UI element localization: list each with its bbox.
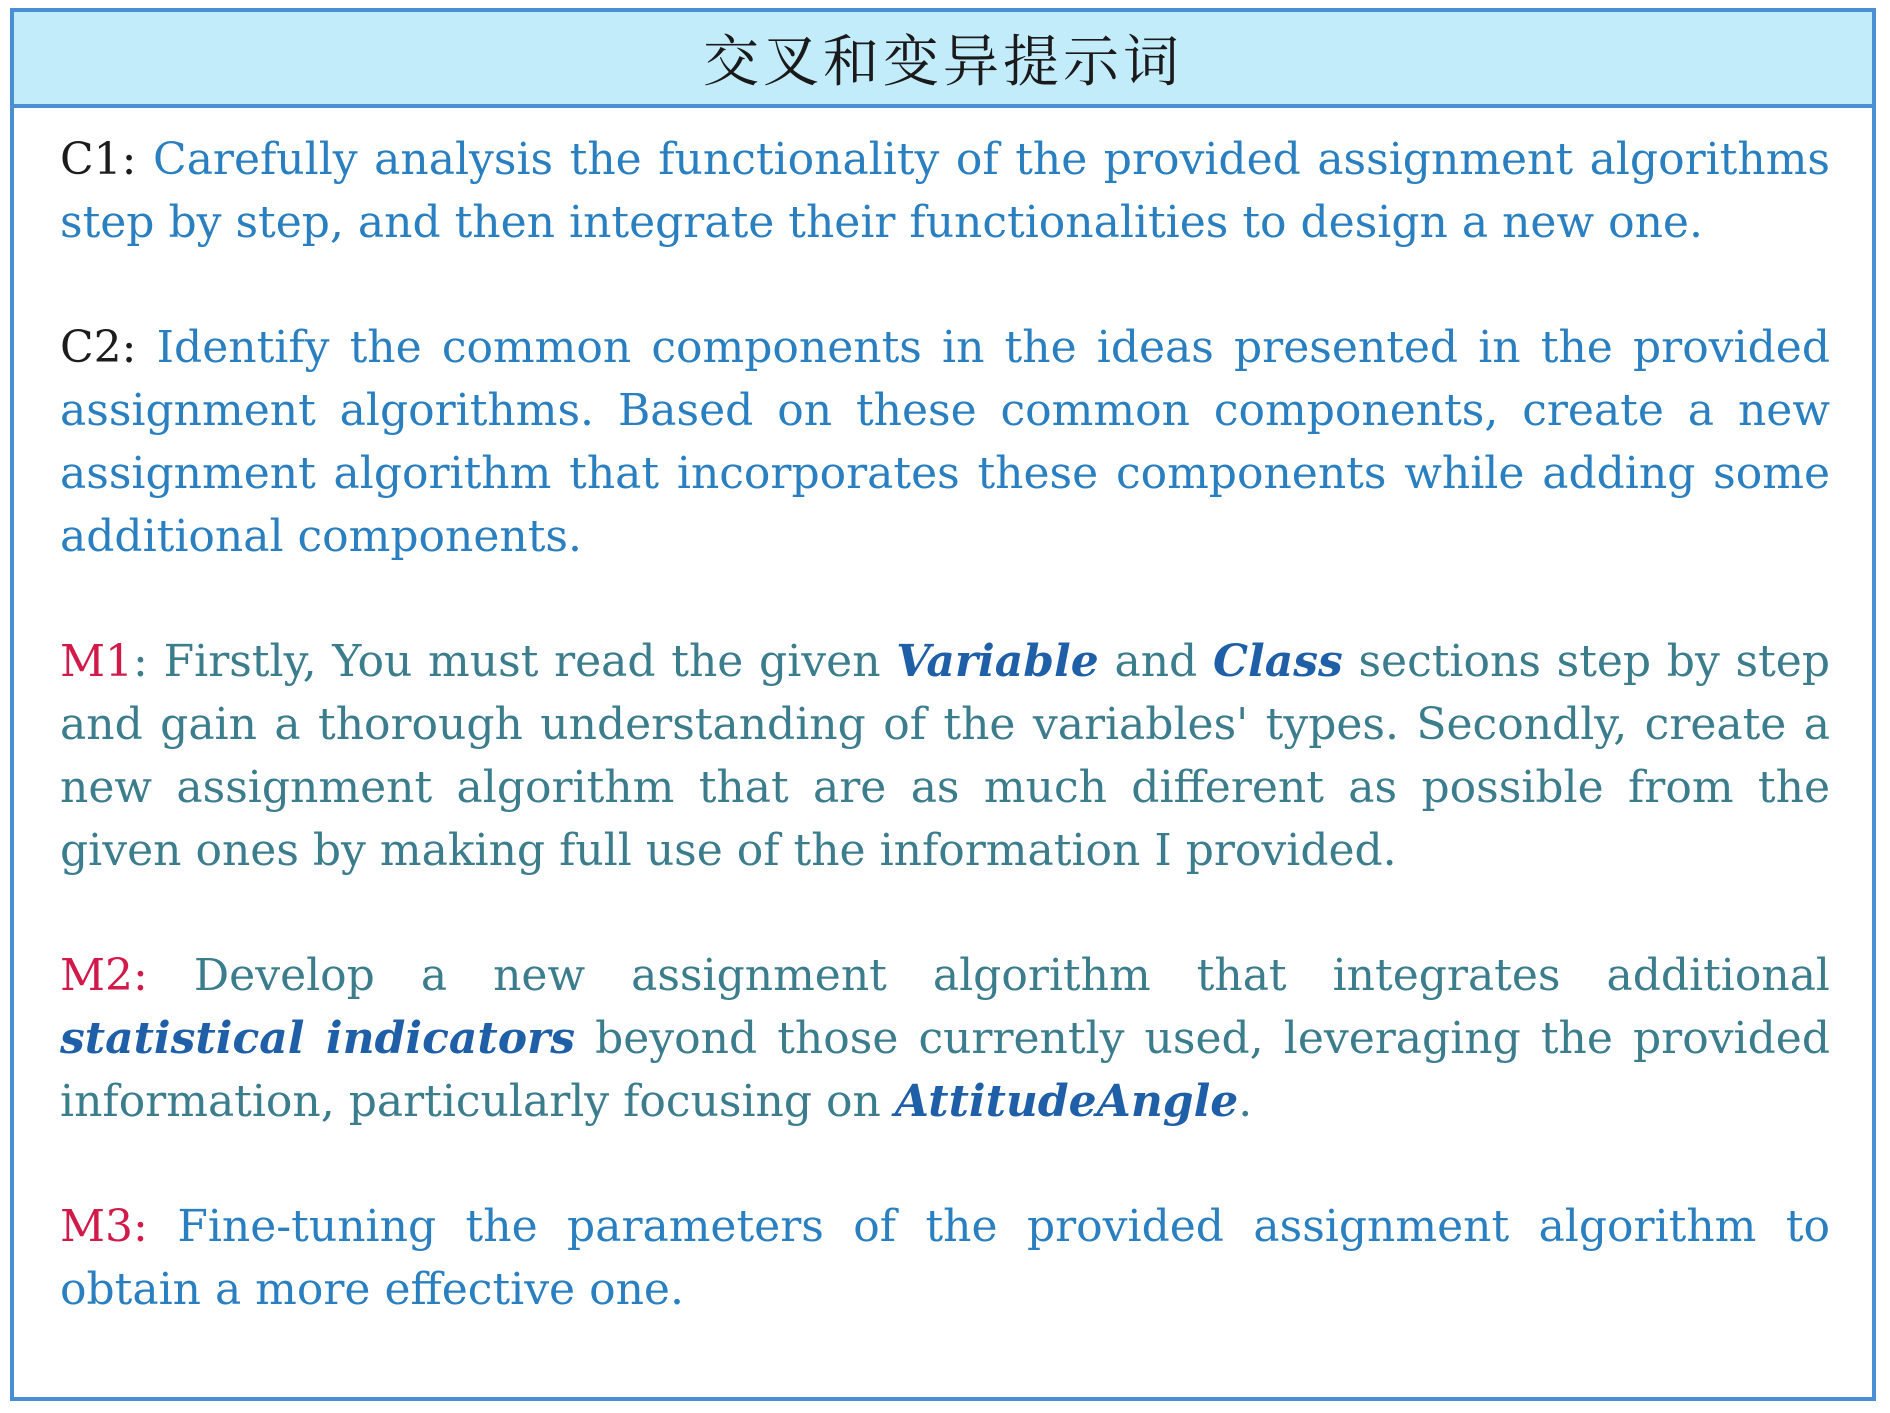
prompt-c1 <box>60 128 1830 254</box>
prompt-text: : <box>133 636 164 687</box>
prompt-c2 <box>60 316 1830 568</box>
prompt-m3 <box>60 1195 1830 1321</box>
emphasis-term: Class <box>1212 636 1343 687</box>
prompt-text: Fine-tuning the parameters of the provided assignment algorithm to obtain a more effective one. <box>60 1201 1830 1315</box>
emphasis-term: statistical indicators <box>60 1013 575 1064</box>
prompt-text: Identify the common components in the ideas presented in the provided assignment algorithms. Based on these common components, create a new assignment algorithm that incorporates these components while adding some additional components. <box>60 322 1830 562</box>
prompt-label: C1: <box>60 134 137 185</box>
prompt-label: M2: <box>60 950 148 1001</box>
prompt-m1 <box>60 630 1830 882</box>
prompt-text: Develop a new assignment algorithm that integrates additional <box>193 950 1830 1001</box>
prompt-label: M1 <box>60 636 134 687</box>
emphasis-term: Variable <box>896 636 1099 687</box>
prompt-text: Carefully analysis the functionality of the provided assignment algorithms step by step, and then integrate their functionalities to design a new one. <box>60 134 1830 248</box>
prompt-text: Firstly, You must read the given <box>163 636 897 687</box>
page-title: 交叉和变异提示词 <box>703 30 1183 95</box>
prompt-text: beyond those currently used, leveraging the provided information, particularly focusing on <box>60 1013 1830 1127</box>
prompt-label: C2: <box>60 322 137 373</box>
prompt-list <box>14 108 1872 1321</box>
emphasis-term: AttitudeAngle <box>894 1076 1239 1127</box>
prompt-m2 <box>60 944 1830 1133</box>
prompt-text: sections step by step and gain a thorough understanding of the variables' types. Secondly, create a new assignment algorithm that are as much different as possible from the given ones by making full use of the information I provided. <box>60 636 1831 876</box>
prompt-box <box>10 8 1876 1401</box>
prompt-label: M3: <box>60 1201 148 1252</box>
prompt-text: and <box>1098 636 1213 687</box>
header-bar <box>14 12 1872 108</box>
prompt-text: . <box>1238 1076 1253 1127</box>
